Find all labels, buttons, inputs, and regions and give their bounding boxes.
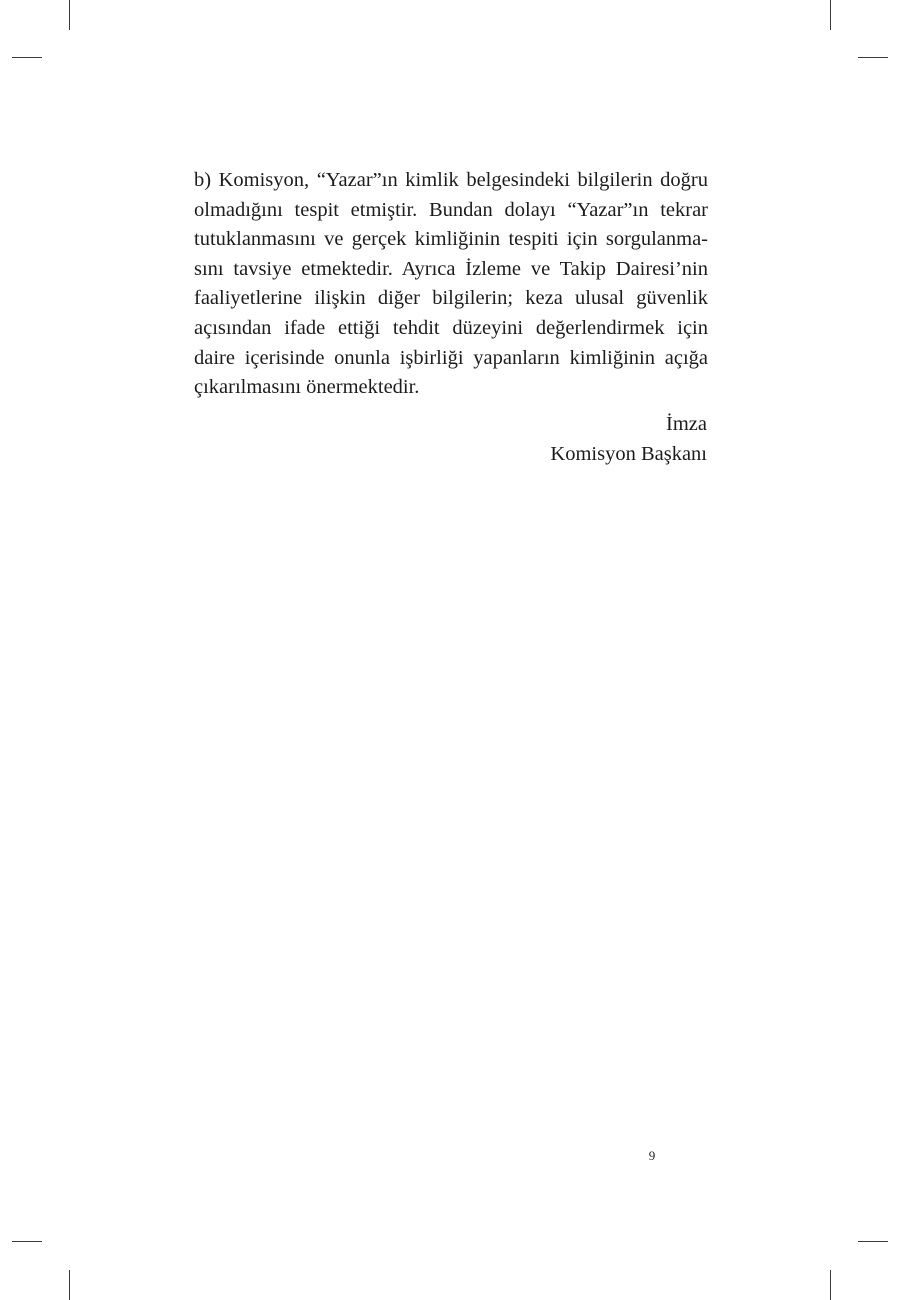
signature-label: İmza <box>666 413 707 435</box>
paragraph-line: sını tavsiye etmektedir. Ayrıca İzleme ve Takip Dairesi’nin <box>194 257 708 280</box>
crop-mark-bottom-right-horizontal <box>858 1241 888 1242</box>
signature-title: Komisyon Başkanı <box>550 442 707 465</box>
crop-mark-top-right-horizontal <box>858 57 888 58</box>
paragraph-line: b) Komisyon, “Yazar”ın kimlik belgesindeki bilgilerin doğru <box>194 169 708 191</box>
crop-mark-bottom-left-vertical <box>69 1270 70 1300</box>
paragraph-line: daire içerisinde onunla işbirliği yapanların kimliğinin açığa <box>194 346 708 369</box>
paragraph-line: faaliyetlerine ilişkin diğer bilgilerin; keza ulusal güvenlik <box>194 287 708 310</box>
paragraph-line: açısından ifade ettiği tehdit düzeyini değerlendirmek için <box>194 316 708 339</box>
paragraph-line: çıkarılmasını önermektedir. <box>194 376 420 399</box>
crop-mark-top-left-horizontal <box>12 57 42 58</box>
body-paragraph <box>194 166 708 403</box>
signature-block <box>550 410 707 469</box>
crop-mark-top-right-vertical <box>830 0 831 30</box>
paragraph-line: tutuklanmasını ve gerçek kimliğinin tespiti için sorgulanma- <box>194 228 708 251</box>
paragraph-line: olmadığını tespit etmiştir. Bundan dolayı “Yazar”ın tekrar <box>194 198 708 221</box>
crop-mark-bottom-right-vertical <box>830 1270 831 1300</box>
crop-mark-bottom-left-horizontal <box>12 1241 42 1242</box>
page-number: 9 <box>648 1148 656 1163</box>
crop-mark-top-left-vertical <box>69 0 70 30</box>
